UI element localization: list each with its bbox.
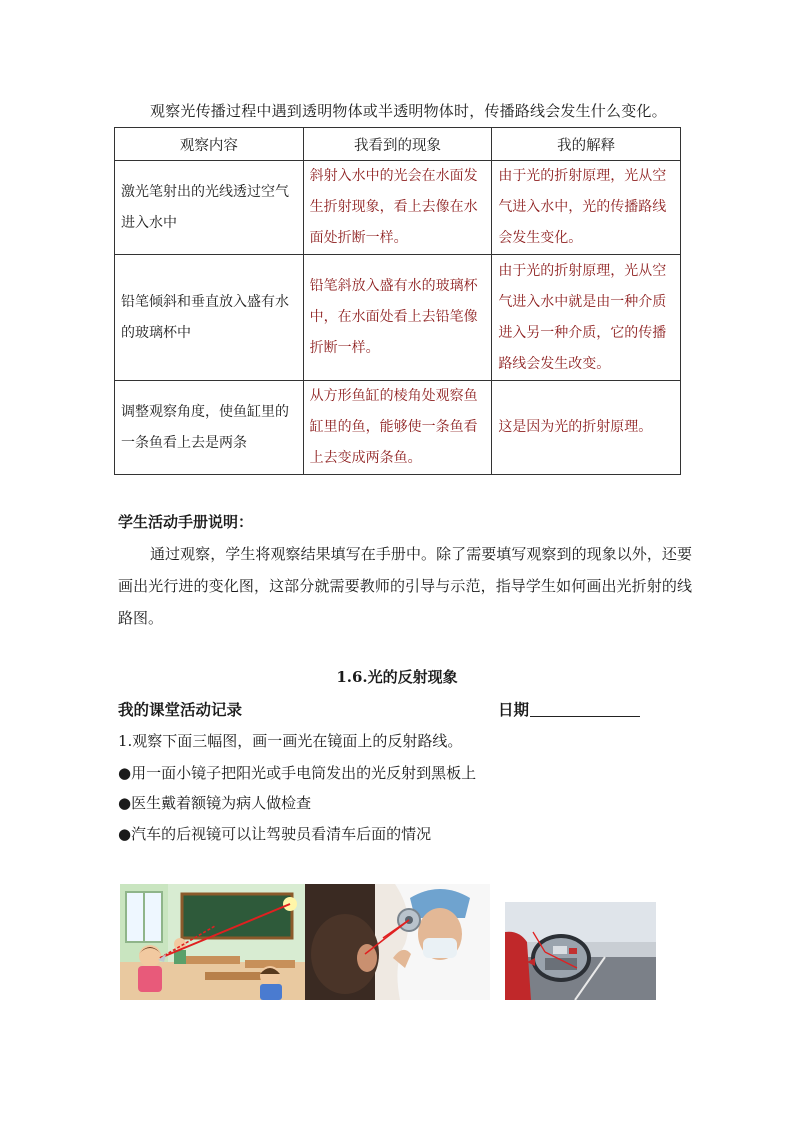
- notes-title: 学生活动手册说明：: [118, 513, 254, 531]
- table-cell-explanation: 由于光的折射原理，光从空气进入水中，光的传播路线会发生变化。: [492, 161, 681, 255]
- table-cell-phenomenon: 斜射入水中的光会在水面发生折射现象，看上去像在水面处折断一样。: [303, 161, 492, 255]
- table-row: [115, 381, 681, 475]
- table-cell-explanation: 这是因为光的折射原理。: [492, 381, 681, 475]
- table-header-row: [115, 128, 681, 161]
- task-instruction: 1.观察下面三幅图，画一画光在镜面上的反射路线。: [118, 732, 463, 750]
- date-label: 日期: [498, 700, 530, 719]
- record-label: 我的课堂活动记录: [118, 700, 243, 719]
- table-header: 我看到的现象: [303, 128, 492, 161]
- table-cell-phenomenon: 铅笔斜放入盛有水的玻璃杯中，在水面处看上去铅笔像折断一样。: [303, 255, 492, 381]
- intro-text: 观察光传播过程中遇到透明物体或半透明物体时，传播路线会发生什么变化。: [150, 102, 667, 120]
- bullet-item: ●医生戴着额镜为病人做检查: [118, 794, 312, 812]
- table-header: 我的解释: [492, 128, 681, 161]
- classroom-mirror-illustration: [120, 884, 305, 1000]
- section-title: 1.6.光的反射现象: [336, 668, 458, 686]
- table-row: [115, 161, 681, 255]
- table-cell-content: 调整观察角度，使鱼缸里的一条鱼看上去是两条: [115, 381, 304, 475]
- table-header: 观察内容: [115, 128, 304, 161]
- table-cell-content: 激光笔射出的光线透过空气进入水中: [115, 161, 304, 255]
- observation-table: [114, 127, 681, 475]
- table-cell-content: 铅笔倾斜和垂直放入盛有水的玻璃杯中: [115, 255, 304, 381]
- table-cell-phenomenon: 从方形鱼缸的棱角处观察鱼缸里的鱼，能够使一条鱼看上去变成两条鱼。: [303, 381, 492, 475]
- bullet-item: ●用一面小镜子把阳光或手电筒发出的光反射到黑板上: [118, 764, 477, 782]
- bullet-item: ●汽车的后视镜可以让驾驶员看清车后面的情况: [118, 825, 432, 843]
- notes-body: 通过观察，学生将观察结果填写在手册中。除了需要填写观察到的现象以外，还要画出光行进的变化图，这部分就需要教师的引导与示范，指导学生如何画出光折射的线路图。: [118, 545, 692, 627]
- car-rearview-mirror-photo: [505, 902, 656, 1000]
- doctor-head-mirror-photo: [305, 884, 490, 1000]
- date-input-line[interactable]: [530, 716, 640, 717]
- table-row: [115, 255, 681, 381]
- table-cell-explanation: 由于光的折射原理，光从空气进入水中就是由一种介质进入另一种介质，它的传播路线会发生改变。: [492, 255, 681, 381]
